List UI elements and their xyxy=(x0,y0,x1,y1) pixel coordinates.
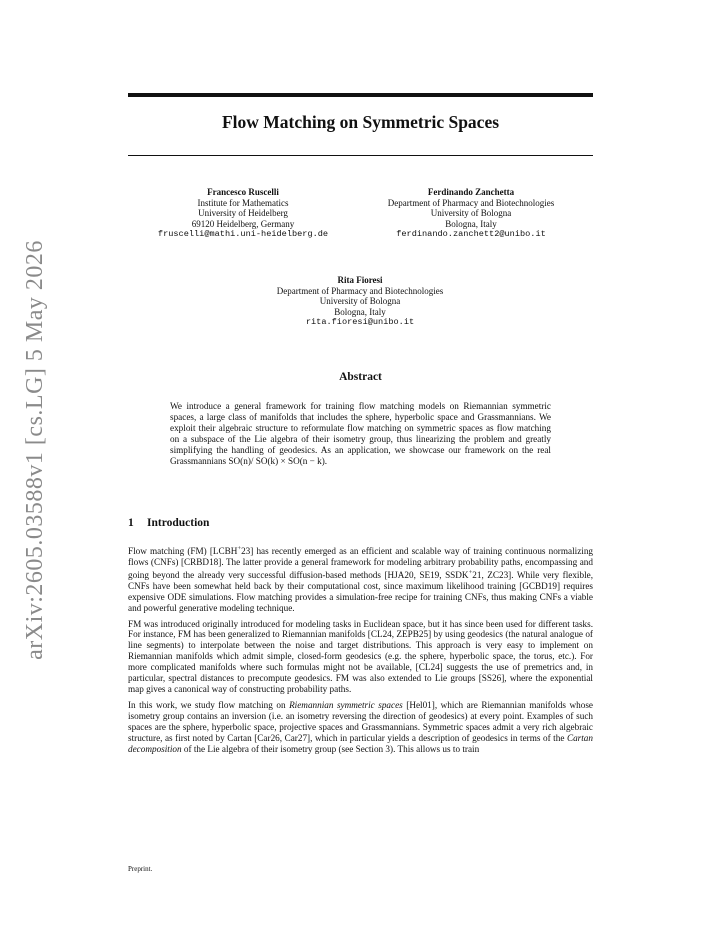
paper-title: Flow Matching on Symmetric Spaces xyxy=(221,112,500,132)
author-affiliation-line: Bologna, Italy xyxy=(334,306,386,317)
section-number: 1 xyxy=(128,517,134,529)
author-affiliation-line: University of Bologna xyxy=(430,208,512,218)
author-affiliation-line: Institute for Mathematics xyxy=(197,197,289,208)
text-run: 23] has recently emerged as an efficient and scalable way of training continuous normalizing flows (CNFs) [CRBD18]. The latter provide a general framework for modeling arbitrary probability paths, encompassing and going beyond the already very successful diffusion-based methods [HJA20, SE19, SSDK xyxy=(128,546,594,580)
section-title: Introduction xyxy=(147,517,210,529)
author-affiliation-line: University of Heidelberg xyxy=(198,208,288,218)
author-affiliation-line: Department of Pharmacy and Biotechnologies xyxy=(276,285,444,296)
body-paragraph xyxy=(128,544,593,614)
body-paragraph xyxy=(128,619,593,695)
abstract-heading: Abstract xyxy=(339,371,382,383)
author-email: rita.fioresi@unibo.it xyxy=(305,317,415,327)
author-name: Francesco Ruscelli xyxy=(207,187,279,197)
author-card xyxy=(355,187,587,240)
author-name: Rita Fioresi xyxy=(337,275,383,285)
emphasized-term: Cartan decomposition xyxy=(128,732,593,754)
superscript: + xyxy=(468,568,473,576)
author-affiliation-line: University of Bologna xyxy=(319,296,401,306)
title-bottom-rule xyxy=(128,155,593,156)
title-top-rule xyxy=(128,93,593,97)
body-paragraph xyxy=(128,700,593,755)
superscript: + xyxy=(237,545,242,552)
author-card xyxy=(128,187,358,240)
author-email: ferdinando.zanchett2@unibo.it xyxy=(396,229,546,239)
author-affiliation-line: Department of Pharmacy and Biotechnologies xyxy=(387,197,555,208)
arxiv-identifier-stamp: arXiv:2605.03588v1 [cs.LG] 5 May 2026 xyxy=(22,240,48,660)
author-affiliation-line: 69120 Heidelberg, Germany xyxy=(191,218,295,229)
text-run: [Hel01], which are Riemannian manifolds whose isometry group contains an inversion (i.e. an isometry reversing the direction of geodesics) at every point. Examples of such spaces are the sphere, hyperbolic space, projective spaces and Grassmannians. Symmetric spaces admit a very rich algebraic structure, as first noted by Cartan [Car26, Car27], which in particular yields a description of geodesics in terms of the xyxy=(128,699,593,743)
abstract-text: We introduce a general framework for training flow matching models on Riemannian symmetric spaces, a large class of manifolds that includes the sphere, hyperbolic space and Grassmannians. We exploit their algebraic structure to reformulate flow matching on symmetric spaces as flow matching on a subspace of the Lie algebra of their isometry group, thus linearizing the problem and greatly simplifying the handling of geodesics. As an application, we showcase our framework on the real Grassmannians SO(n)/ SO(k) × SO(n − k). xyxy=(170,401,551,466)
text-run: In this work, we study flow matching on xyxy=(128,699,290,710)
introduction-body xyxy=(128,544,593,759)
text-run: 21, ZC23]. While very flexible, CNFs have been somewhat held back by their computational cost, since maximum likelihood training [GCBD19] requires expensive ODE simulations. Flow matching provides a simulation-free recipe for training CNFs, thus making CNFs a viable and powerful generative modeling technique. xyxy=(128,569,594,613)
text-run: FM was introduced originally introduced for modeling tasks in Euclidean space, but it has since been used for different tasks. For instance, FM has been generalized to Riemannian manifolds [CL24, ZEPB25] by using geodesics (the natural analogue of line segments) to interpolate between the noise and target distributions. This approach is very easy to implement on Riemannian manifolds which admit simple, closed-form geodesics (e.g. the sphere, hyperbolic space, the torus, etc.). For more complicated manifolds where such formulas might not be available, [CL24] suggests the use of premetrics and, in particular, spectral distances to precompute geodesics. FM was also extended to Lie groups [SS26], where the exponential map gives a canonical way of constructing probability paths. xyxy=(128,618,593,694)
author-email: fruscelli@mathi.uni-heidelberg.de xyxy=(157,229,329,239)
preprint-footer: Preprint. xyxy=(128,865,153,873)
section-heading xyxy=(128,517,593,529)
author-card xyxy=(240,275,480,328)
emphasized-term: Riemannian symmetric spaces xyxy=(289,699,403,710)
text-run: Flow matching (FM) [LCBH xyxy=(128,546,238,557)
author-name: Ferdinando Zanchetta xyxy=(427,187,515,197)
author-affiliation-line: Bologna, Italy xyxy=(445,218,497,229)
text-run: of the Lie algebra of their isometry group (see Section 3). This allows us to train xyxy=(181,743,480,754)
